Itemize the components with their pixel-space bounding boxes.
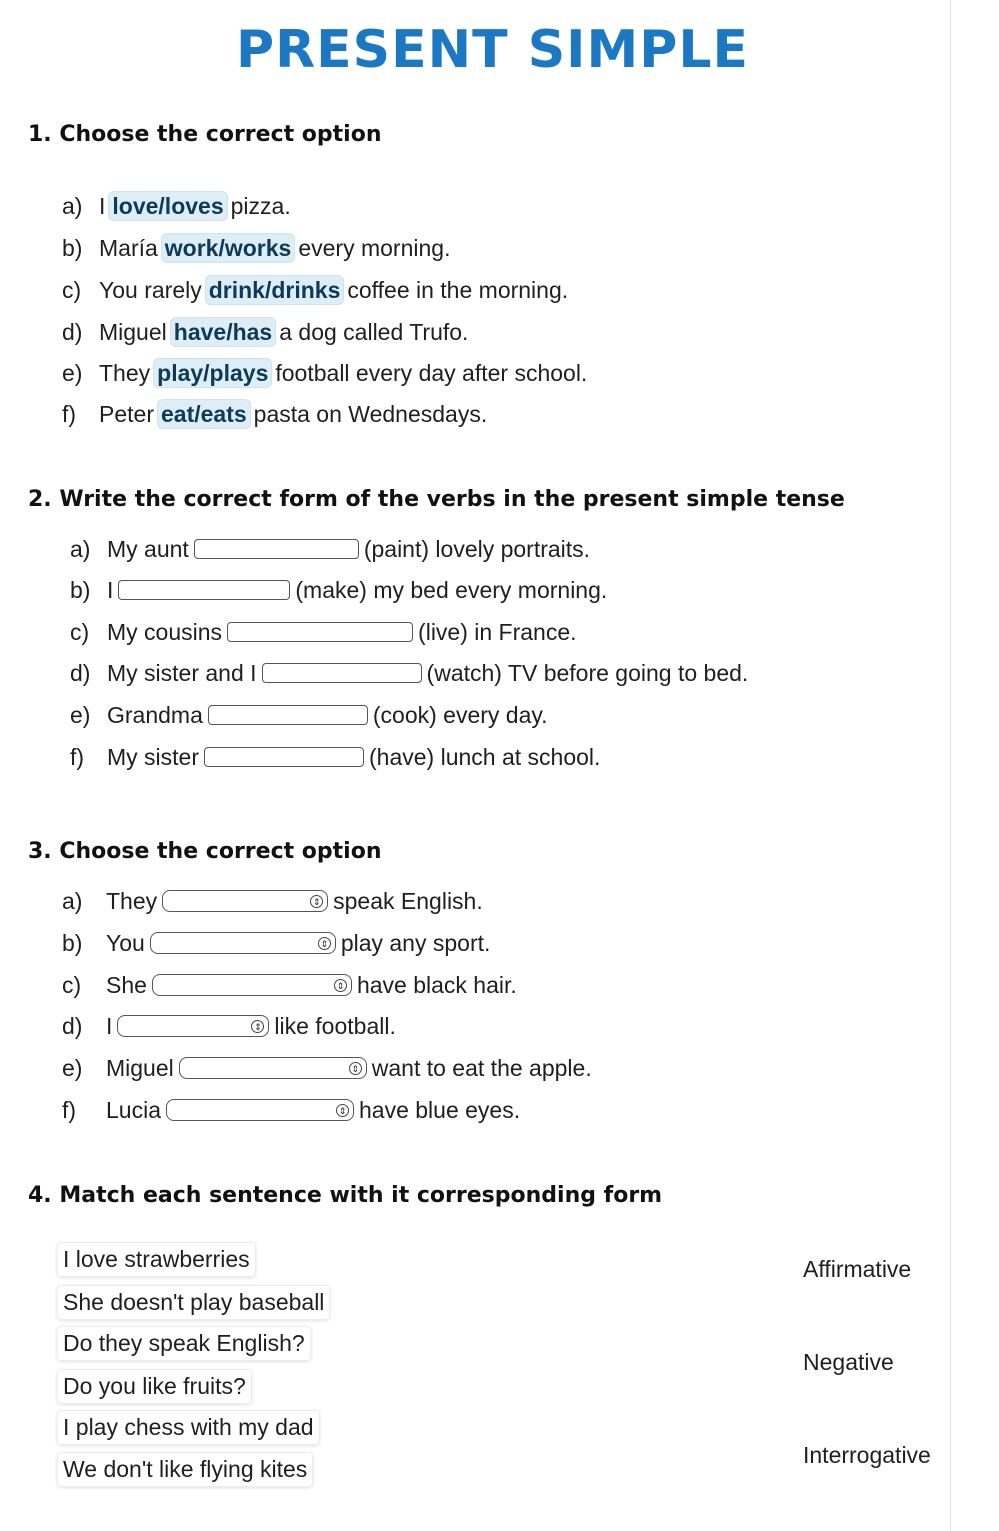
s2-item-f <box>70 743 600 771</box>
draggable-sentence-card[interactable]: I love strawberries <box>58 1243 255 1276</box>
item-text-after: play any sport. <box>340 930 491 956</box>
item-label: c) <box>62 277 82 303</box>
item-text-after: coffee in the morning. <box>347 277 569 303</box>
s2-item-c <box>70 618 577 646</box>
s3-item-f <box>62 1096 520 1124</box>
option-toggle[interactable]: play/plays <box>153 358 272 388</box>
item-label: c) <box>70 619 90 645</box>
answer-dropdown[interactable] <box>162 890 328 912</box>
s1-item-a <box>62 191 291 221</box>
chevron-up-down-icon: ⇕ <box>318 937 331 950</box>
item-text-after: pasta on Wednesdays. <box>253 401 488 427</box>
item-label: f) <box>62 401 77 427</box>
item-text-before: I <box>106 1013 113 1039</box>
s1-item-b <box>62 233 450 263</box>
section-1-heading: 1. Choose the correct option <box>28 122 382 147</box>
item-text-before: I <box>99 193 106 219</box>
section-3-heading: 3. Choose the correct option <box>28 839 382 864</box>
s3-item-d <box>62 1012 396 1040</box>
s3-item-e <box>62 1054 592 1082</box>
item-text-after: (make) my bed every morning. <box>295 577 608 603</box>
item-label: e) <box>62 1055 83 1081</box>
answer-dropdown[interactable] <box>117 1015 269 1037</box>
answer-input[interactable] <box>208 705 368 725</box>
s2-item-a <box>70 535 590 563</box>
answer-dropdown[interactable] <box>166 1099 354 1121</box>
item-label: f) <box>62 1097 77 1123</box>
item-text-before: Grandma <box>107 702 203 728</box>
draggable-sentence-card[interactable]: Do you like fruits? <box>58 1370 251 1403</box>
item-label: a) <box>70 536 91 562</box>
item-text-before: You <box>106 930 145 956</box>
item-text-after: (live) in France. <box>418 619 577 645</box>
item-text-before: Miguel <box>99 319 167 345</box>
item-label: d) <box>70 660 91 686</box>
item-text-before: Miguel <box>106 1055 174 1081</box>
item-label: b) <box>62 930 83 956</box>
item-text-before: My sister and I <box>107 660 257 686</box>
chevron-up-down-icon: ⇕ <box>251 1020 264 1033</box>
item-text-before: They <box>106 888 158 914</box>
item-label: b) <box>62 235 83 261</box>
item-label: a) <box>62 193 83 219</box>
item-text-after: like football. <box>274 1013 396 1039</box>
page-edge-divider <box>950 0 951 1531</box>
answer-input[interactable] <box>118 580 290 600</box>
s1-item-d <box>62 317 468 347</box>
item-text-before: They <box>99 360 151 386</box>
s1-item-c <box>62 275 568 305</box>
s3-item-a <box>62 887 483 915</box>
item-text-after: have blue eyes. <box>358 1097 521 1123</box>
s2-item-d <box>70 659 748 687</box>
section-4-heading: 4. Match each sentence with it corresponding form <box>28 1183 663 1208</box>
item-label: e) <box>70 702 91 728</box>
s1-item-e <box>62 358 587 388</box>
item-label: d) <box>62 1013 83 1039</box>
item-label: a) <box>62 888 83 914</box>
item-text-before: My cousins <box>107 619 223 645</box>
form-target-affirmative[interactable]: Affirmative <box>803 1256 912 1282</box>
draggable-sentence-card[interactable]: We don't like flying kites <box>58 1453 312 1486</box>
item-text-before: I <box>107 577 114 603</box>
item-label: f) <box>70 744 85 770</box>
s3-item-b <box>62 929 490 957</box>
item-text-after: pizza. <box>230 193 291 219</box>
item-text-before: My sister <box>107 744 199 770</box>
answer-input[interactable] <box>262 663 422 683</box>
draggable-sentence-card[interactable]: She doesn't play baseball <box>58 1286 329 1319</box>
item-text-after: want to eat the apple. <box>371 1055 592 1081</box>
option-toggle[interactable]: have/has <box>170 317 276 347</box>
answer-dropdown[interactable] <box>179 1057 367 1079</box>
item-label: b) <box>70 577 91 603</box>
item-label: e) <box>62 360 83 386</box>
item-text-before: My aunt <box>107 536 189 562</box>
chevron-up-down-icon: ⇕ <box>310 895 323 908</box>
item-text-before: María <box>99 235 158 261</box>
chevron-up-down-icon: ⇕ <box>334 979 347 992</box>
form-target-negative[interactable]: Negative <box>803 1349 894 1375</box>
option-toggle[interactable]: work/works <box>161 233 296 263</box>
item-text-after: speak English. <box>333 888 483 914</box>
item-text-before: Lucia <box>106 1097 161 1123</box>
draggable-sentence-card[interactable]: I play chess with my dad <box>58 1411 319 1444</box>
item-text-before: She <box>106 972 147 998</box>
answer-dropdown[interactable] <box>150 932 336 954</box>
option-toggle[interactable]: drink/drinks <box>205 275 345 305</box>
s2-item-b <box>70 576 607 604</box>
item-text-after: every morning. <box>298 235 451 261</box>
item-text-after: have black hair. <box>356 972 517 998</box>
option-toggle[interactable]: eat/eats <box>157 399 251 429</box>
item-text-after: football every day after school. <box>275 360 588 386</box>
form-target-interrogative[interactable]: Interrogative <box>803 1442 931 1468</box>
item-text-before: Peter <box>99 401 154 427</box>
item-text-after: a dog called Trufo. <box>279 319 469 345</box>
item-text-before: You rarely <box>99 277 202 303</box>
answer-input[interactable] <box>227 622 413 642</box>
item-label: d) <box>62 319 83 345</box>
draggable-sentence-card[interactable]: Do they speak English? <box>58 1327 310 1360</box>
item-label: c) <box>62 972 82 998</box>
s2-item-e <box>70 701 548 729</box>
s3-item-c <box>62 971 517 999</box>
section-2-heading: 2. Write the correct form of the verbs in the present simple tense <box>28 487 845 512</box>
answer-input[interactable] <box>194 539 359 559</box>
chevron-up-down-icon: ⇕ <box>336 1104 349 1117</box>
answer-dropdown[interactable] <box>152 974 352 996</box>
chevron-up-down-icon: ⇕ <box>349 1062 362 1075</box>
s1-item-f <box>62 399 487 429</box>
page-title: PRESENT SIMPLE <box>235 20 750 80</box>
item-text-after: (cook) every day. <box>372 702 548 728</box>
item-text-after: (watch) TV before going to bed. <box>426 660 749 686</box>
item-text-after: (have) lunch at school. <box>369 744 601 770</box>
answer-input[interactable] <box>204 747 364 767</box>
item-text-after: (paint) lovely portraits. <box>363 536 591 562</box>
option-toggle[interactable]: love/loves <box>108 191 227 221</box>
